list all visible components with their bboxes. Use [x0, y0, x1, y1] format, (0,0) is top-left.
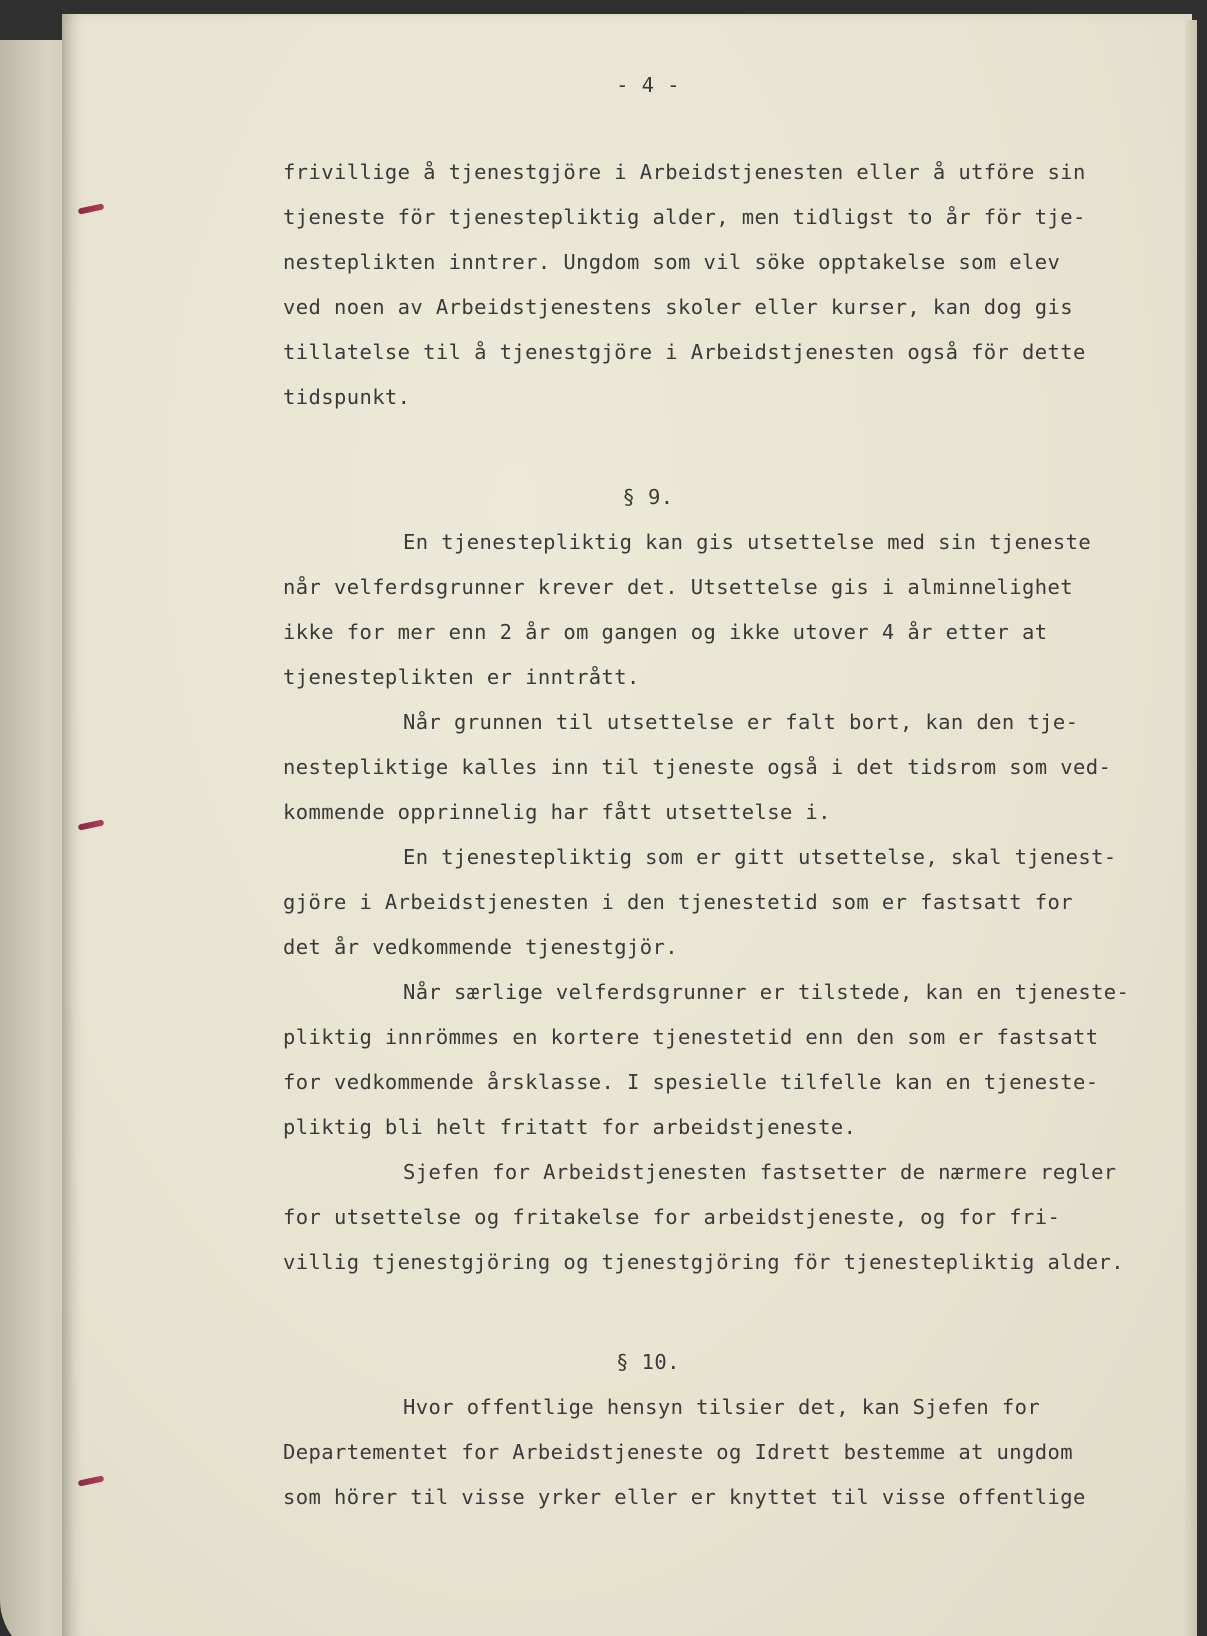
text-line: ikke for mer enn 2 år om gangen og ikke utover 4 år etter at — [283, 620, 1048, 644]
text-line: Departementet for Arbeidstjeneste og Idrett bestemme at ungdom — [283, 1440, 1074, 1464]
text-line: for vedkommende årsklasse. I spesielle tilfelle kan en tjeneste- — [283, 1070, 1099, 1094]
section-9-paragraph-5 — [283, 1150, 1163, 1285]
page-number: - 4 - — [616, 73, 680, 97]
section-10-paragraph-1 — [283, 1385, 1163, 1520]
text-line: En tjenestepliktig som er gitt utsettelse, skal tjenest- — [403, 845, 1117, 869]
section-9-paragraph-1 — [283, 520, 1163, 700]
text-line: det år vedkommende tjenestgjör. — [283, 935, 679, 959]
text-line: for utsettelse og fritakelse for arbeidstjeneste, og for fri- — [283, 1205, 1061, 1229]
text-line: gjöre i Arbeidstjenesten i den tjenestetid som er fastsatt for — [283, 890, 1074, 914]
text-line: tillatelse til å tjenestgjöre i Arbeidstjenesten også för dette — [283, 340, 1086, 364]
text-line: Hvor offentlige hensyn tilsier det, kan Sjefen for — [403, 1395, 1041, 1419]
paragraph-continued — [283, 150, 1163, 420]
section-9-paragraph-4 — [283, 970, 1163, 1150]
text-line: pliktig innrömmes en kortere tjenestetid enn den som er fastsatt — [283, 1025, 1099, 1049]
text-line: nesteplikten inntrer. Ungdom som vil söke opptakelse som elev — [283, 250, 1061, 274]
text-line: frivillige å tjenestgjöre i Arbeidstjenesten eller å utföre sin — [283, 160, 1086, 184]
text-line: Sjefen for Arbeidstjenesten fastsetter de nærmere regler — [403, 1160, 1117, 1184]
text-line: tidspunkt. — [283, 385, 411, 409]
text-line: tjenesteplikten er inntrått. — [283, 665, 640, 689]
section-heading: § 10. — [616, 1350, 680, 1374]
section-9-paragraph-2 — [283, 700, 1163, 835]
text-line: pliktig bli helt fritatt for arbeidstjeneste. — [283, 1115, 857, 1139]
text-line: En tjenestepliktig kan gis utsettelse med sin tjeneste — [403, 530, 1092, 554]
text-line: tjeneste för tjenestepliktig alder, men tidligst to år för tje- — [283, 205, 1086, 229]
text-line: nestepliktige kalles inn til tjeneste også i det tidsrom som ved- — [283, 755, 1112, 779]
text-line: Når særlige velferdsgrunner er tilstede, kan en tjeneste- — [403, 980, 1130, 1004]
text-line: villig tjenestgjöring og tjenestgjöring för tjenestepliktig alder. — [283, 1250, 1124, 1274]
text-line: Når grunnen til utsettelse er falt bort, kan den tje- — [403, 710, 1079, 734]
text-line: som hörer til visse yrker eller er knyttet til visse offentlige — [283, 1485, 1086, 1509]
page-right-edge — [1185, 20, 1197, 1636]
text-line: ved noen av Arbeidstjenestens skoler eller kurser, kan dog gis — [283, 295, 1074, 319]
section-9-paragraph-3 — [283, 835, 1163, 970]
section-heading: § 9. — [622, 485, 674, 509]
document-text — [283, 60, 1163, 1520]
text-line: når velferdsgrunner krever det. Utsettelse gis i alminnelighet — [283, 575, 1074, 599]
text-line: kommende opprinnelig har fått utsettelse i. — [283, 800, 831, 824]
